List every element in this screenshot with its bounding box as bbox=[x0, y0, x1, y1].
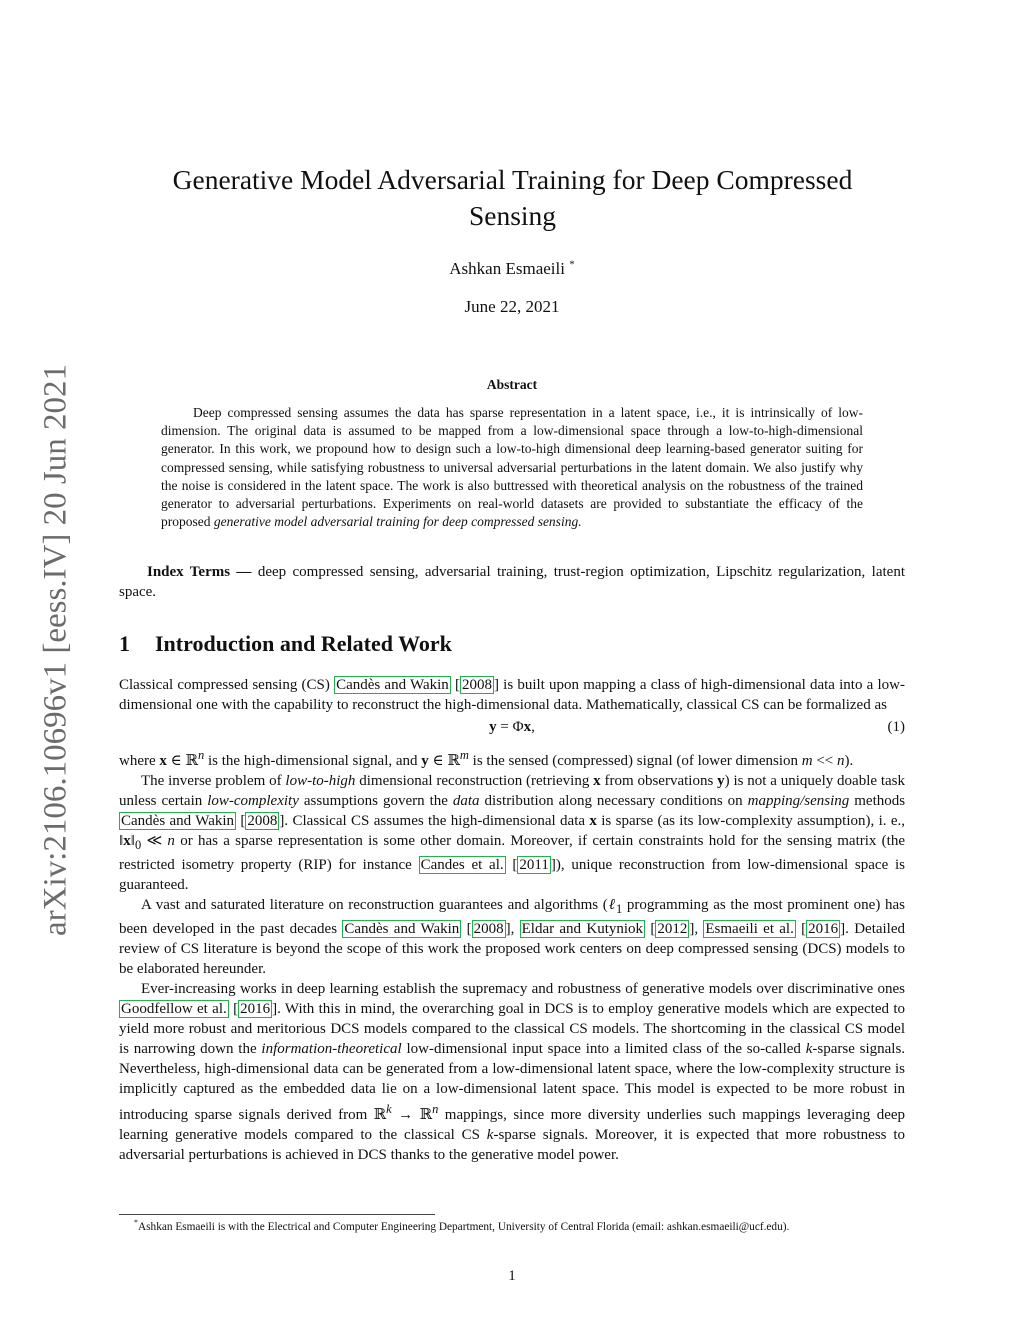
footnote-divider bbox=[119, 1214, 435, 1215]
author-line bbox=[0, 259, 1024, 279]
text-run: ), unique reconstruction from low-dimensional space is guaranteed. bbox=[119, 857, 905, 893]
italic-run: low-to-high bbox=[285, 773, 356, 789]
section-heading bbox=[119, 631, 452, 657]
text-run: low-dimensional input space into a limited class of the so-called bbox=[406, 1041, 801, 1057]
abstract-text: Deep compressed sensing assumes the data has sparse representation in a latent space, i.e., it is intrinsically of low-dimension. The original data is assumed to be mapped from a low-dimensional space through a low-to-high-dimensional generator. In this work, we propound how to design such a low-to-high dimensional deep learning-based generator suiting for compressed sensing, while satisfying robustness to universal adversarial perturbations in the latent domain. We also justify why the noise is considered in the latent space. The work is also buttressed with theoretical analysis on the robustness of the trained generator to adversarial perturbations. Experiments on real-world datasets are provided to substantiate the efficacy of the proposed bbox=[161, 405, 863, 530]
text-run: where bbox=[119, 753, 156, 769]
paragraph-3: The inverse problem of low-to-high dimensional reconstruction (retrieving x from observations y) is not a uniquely doable task unless certain low-complexity assumptions govern the data distribution along necessary conditions on mapping/sensing methods Candès and Wakin [ 2008 ]. Classical CS assumes the high-dimensional data x is sparse (as its low-complexity assumption), i. e., $‖x‖_0$ ≪ n or has a sparse representation is some other domain. Moreover, if certain constraints hold for the sensing matrix (the restricted isometry property (RIP) for instance Candes et al. [ 2011 ]), unique reconstruction from low-dimensional space is guaranteed. bbox=[119, 773, 906, 893]
citation-year-link[interactable]: 2016 bbox=[808, 921, 839, 937]
text-run: is built upon mapping a class of high-dimensional data into a low-dimensional one with the capability to reconstruct the high-dimensional data. Mathematically, classical CS can be formalized as bbox=[119, 677, 905, 713]
arxiv-side-identifier bbox=[26, 350, 86, 950]
citation-year-link[interactable]: 2011 bbox=[519, 857, 549, 873]
italic-run: information-theoretical bbox=[261, 1041, 402, 1057]
author-footnote-mark[interactable]: * bbox=[569, 258, 575, 271]
text-run: . Classical CS assumes the high-dimensional data bbox=[284, 813, 586, 829]
citation-year-link[interactable]: 2012 bbox=[657, 921, 688, 937]
citation-link[interactable]: Goodfellow et al. bbox=[121, 1001, 227, 1017]
italic-run: low-complexity bbox=[207, 793, 299, 809]
footnote bbox=[134, 1220, 789, 1234]
citation-link[interactable]: Candès and Wakin bbox=[336, 677, 449, 693]
text-run: methods bbox=[854, 793, 906, 809]
text-run: -sparse signals. Moreover, it is expected that more robustness to adversarial perturbations is achieved in DCS thanks to the generative model power. bbox=[119, 1127, 905, 1163]
index-terms bbox=[119, 562, 905, 602]
paragraph-1: Classical compressed sensing (CS) Candès and Wakin [ 2008 ] is built upon mapping a class of high-dimensional data into a low-dimensional one with the capability to reconstruct the high-dimensional data. Mathematically, classical CS can be formalized as bbox=[119, 677, 905, 713]
text-run: is sparse (as its low-complexity assumption), i. e., bbox=[601, 813, 906, 829]
text-run: The inverse problem of bbox=[141, 773, 282, 789]
citation-link[interactable]: Eldar and Kutyniok bbox=[521, 921, 644, 937]
citation-link[interactable]: Candes et al. bbox=[420, 857, 504, 873]
abstract-italic-phrase: generative model adversarial training for deep compressed sensing. bbox=[213, 514, 582, 530]
text-run: from observations bbox=[604, 773, 714, 789]
author-name: Ashkan Esmaeili bbox=[449, 259, 565, 278]
text-run: A vast and saturated literature on reconstruction guarantees and algorithms ( bbox=[141, 897, 608, 913]
text-run: assumptions govern the bbox=[303, 793, 448, 809]
equation-number: (1) bbox=[887, 719, 905, 735]
citation-year-link[interactable]: 2008 bbox=[461, 677, 492, 693]
section-title-text: Introduction and Related Work bbox=[155, 631, 452, 656]
page-number: 1 bbox=[508, 1268, 516, 1284]
citation-link[interactable]: Candès and Wakin bbox=[121, 813, 235, 829]
citation-year-link[interactable]: 2008 bbox=[473, 921, 504, 937]
italic-run: mapping/sensing bbox=[747, 793, 850, 809]
arxiv-id-text: arXiv:2106.10696v1 [eess.IV] 20 Jun 2021 bbox=[37, 364, 74, 936]
citation-year-link[interactable]: 2008 bbox=[247, 813, 278, 829]
text-run: Classical compressed sensing (CS) bbox=[119, 677, 330, 693]
footnote-text: Ashkan Esmaeili is with the Electrical and Computer Engineering Department, University of Central Florida (email: ashkan.esmaeili@ucf.edu). bbox=[138, 1221, 790, 1233]
text-run: Ever-increasing works in deep learning establish the supremacy and robustness of generative models over discriminative ones bbox=[141, 981, 905, 997]
citation-link[interactable]: Esmaeili et al. bbox=[705, 921, 794, 937]
paragraph-5: Ever-increasing works in deep learning establish the supremacy and robustness of generative models over discriminative ones Goodfellow et al. [ 2016 ]. With this in mind, the overarching goal in DCS is to employ generative models which are expected to yield more robust and meritorious DCS models compared to the classical CS models. The shortcoming in the classical CS model is narrowing down the information-theoretical low-dimensional input space into a limited class of the so-called k-sparse signals. Nevertheless, high-dimensional data can be generated from a low-dimensional latent space, where the low-complexity structure is implicitly captured as the embedded data lie on a low-dimensional latent space. This model is expected to be more robust in introducing sparse signals derived from ℝ$^k$ → ℝ$^n$ mappings, since more diversity underlies such mappings leveraging deep learning generative models compared to the classical CS k-sparse signals. Moreover, it is expected that more robustness to adversarial perturbations is achieved in DCS thanks to the generative model power. bbox=[119, 981, 906, 1163]
index-terms-text: deep compressed sensing, adversarial training, trust-region optimization, Lipschitz regularization, latent space. bbox=[119, 564, 905, 600]
text-run: dimensional reconstruction (retrieving bbox=[359, 773, 590, 789]
text-run: is the high-dimensional signal, and bbox=[207, 753, 418, 769]
citation-year-link[interactable]: 2016 bbox=[240, 1001, 271, 1017]
paper-date: June 22, 2021 bbox=[464, 297, 560, 316]
paragraph-2: where x ∈ ℝ$^n$ is the high-dimensional signal, and y ∈ ℝ$^m$ is the sensed (compressed) signal (of lower dimension m << n). bbox=[119, 748, 854, 769]
footnote-mark: * bbox=[134, 1218, 138, 1228]
equation-1 bbox=[119, 717, 905, 739]
paragraph-4: A vast and saturated literature on reconstruction guarantees and algorithms (ℓ$_1$ programming as the most prominent one) has been developed in the past decades Candès and Wakin [ 2008 ], Eldar and Kutyniok [ 2012 ], Esmaeili et al. [ 2016 ]. Detailed review of CS literature is beyond the scope of this work the proposed work centers on deep compressed sensing (DCS) models to be elaborated hereunder. bbox=[119, 897, 906, 977]
text-run: distribution along necessary conditions on bbox=[484, 793, 743, 809]
section-number: 1 bbox=[119, 631, 130, 656]
index-terms-label: Index Terms — bbox=[147, 564, 252, 580]
italic-run: data bbox=[452, 793, 480, 809]
abstract-heading: Abstract bbox=[486, 377, 538, 392]
text-run: is the sensed (compressed) signal (of lower dimension bbox=[472, 753, 798, 769]
paper-title: Generative Model Adversarial Training for Deep Compressed Sensing bbox=[172, 164, 853, 231]
equation-body: y = Φx, bbox=[489, 719, 535, 735]
citation-link[interactable]: Candès and Wakin bbox=[344, 921, 460, 937]
text-run: . With this in mind, the overarching goal in DCS is to employ generative models which are expected to yield more robust and meritorious DCS models compared to the classical CS models. The shortcoming in the classical CS model is narrowing down the bbox=[119, 1001, 905, 1057]
section-body bbox=[119, 675, 905, 1165]
abstract-body bbox=[161, 404, 863, 531]
text-run: programming as the most prominent one) has been developed in the past decades bbox=[119, 897, 906, 937]
text-run: -sparse signals. Nevertheless, high-dimensional data can be generated from a low-dimensional latent space, where the low-complexity structure is implicitly captured as the embedded data lie on a low-dimensional latent space. This model is expected to be more robust in introducing sparse signals derived from bbox=[119, 1041, 906, 1123]
text-run: or has a sparse representation is some other domain. Moreover, if certain constraints hold for the sensing matrix (the restricted isometry property (RIP) for instance bbox=[119, 833, 905, 873]
text-run: mappings, since more diversity underlies such mappings leveraging deep learning generative models compared to the classical CS bbox=[119, 1107, 906, 1143]
text-run: ) is not a uniquely doable task unless certain bbox=[119, 773, 906, 809]
text-run: . Detailed review of CS literature is beyond the scope of this work the proposed work centers on deep compressed sensing (DCS) models to be elaborated hereunder. bbox=[119, 921, 906, 977]
